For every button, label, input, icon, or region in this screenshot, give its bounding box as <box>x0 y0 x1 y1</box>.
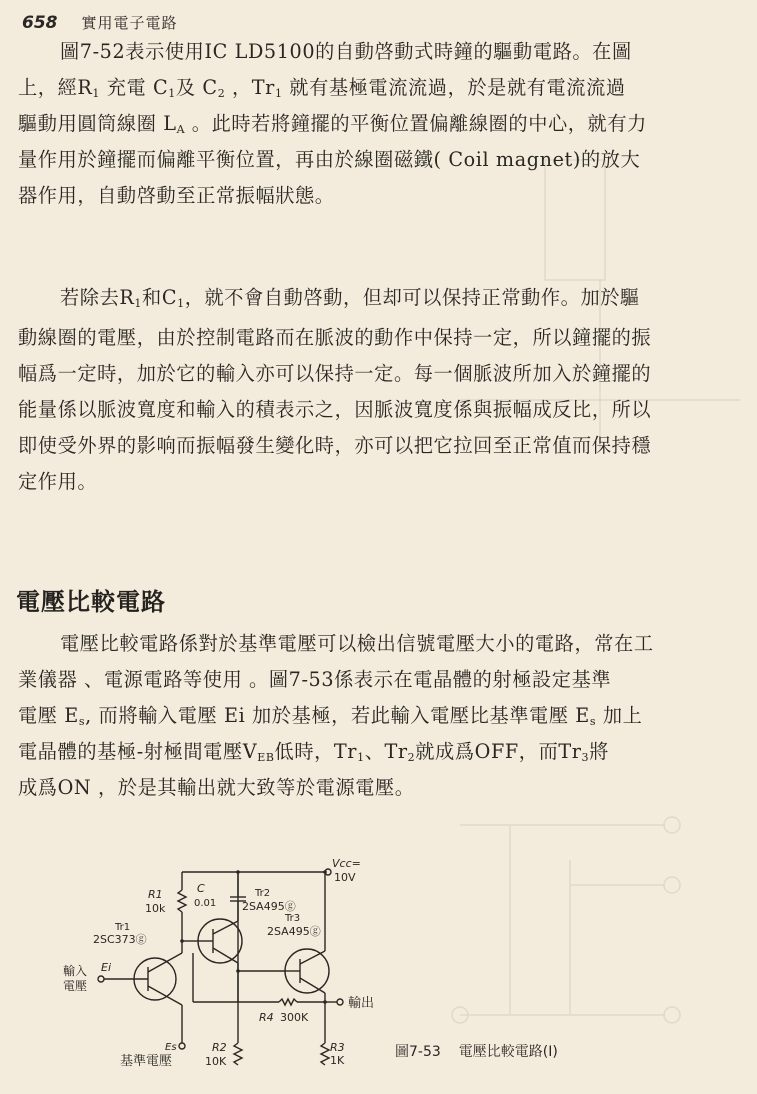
figure-title: 電壓比較電路(I) <box>458 1044 558 1060</box>
label-vcc-value: 10V <box>334 871 356 884</box>
label-c: C <box>197 882 205 895</box>
text-line: 量作用於鐘擺而偏離平衡位置，再由於線圈磁鐵( Coil magnet)的放大 <box>18 148 641 171</box>
label-r2: R2 <box>212 1041 227 1054</box>
text-line: 器作用，自動啓動至正常振幅狀態。 <box>18 184 335 207</box>
running-title: 實用電子電路 <box>81 14 178 32</box>
text-line: 圖7-52表示使用IC LD5100的自動啓動式時鐘的驅動電路。在圖 <box>60 40 632 63</box>
text-line: 能量係以脈波寬度和輸入的積表示之，因脈波寬度係與振幅成反比，所以 <box>18 398 652 421</box>
circuit-diagram <box>55 855 395 1070</box>
page-number: 658 <box>22 13 58 33</box>
text-line: 幅爲一定時，加於它的輸入亦可以保持一定。每一個脈波所加入於鐘擺的 <box>18 362 652 385</box>
label-reference: 基準電壓 <box>120 1054 173 1069</box>
text-line: 上，經$R_1$ 充電 $C_1$及 $C_2$ ，$Tr_1$ 就有基極電流流過，於是就有電流流過 <box>18 76 626 100</box>
label-tr3: Tr3 <box>285 913 301 924</box>
label-tr2: Tr2 <box>255 888 271 899</box>
label-r3-value: 1K <box>330 1054 345 1067</box>
text-line: 電晶體的基極-射極間電壓$V_{EB}$低時，$Tr_1$、$Tr_2$就成爲OFF，而$Tr_3$將 <box>18 740 609 764</box>
label-c-value: 0.01 <box>194 898 217 909</box>
label-r4-value: 300K <box>280 1011 309 1024</box>
paragraph-3 <box>18 626 740 806</box>
figure-schematic <box>55 855 395 1070</box>
label-input-1: 輸入 <box>63 964 88 978</box>
label-r1: R1 <box>148 888 163 901</box>
label-r4: R4 <box>259 1011 274 1024</box>
text-line: 定作用。 <box>18 470 98 493</box>
label-output: 輸出 <box>348 996 375 1011</box>
label-r1-value: 10k <box>145 902 166 915</box>
text-line: 電壓 $E_s$, 而將輸入電壓 Ei 加於基極，若此輸入電壓比基準電壓 $E_s$ 加上 <box>18 704 643 728</box>
bleed-through-schematic-lower <box>450 810 750 1030</box>
page-header <box>22 12 178 33</box>
text-line: 驅動用圓筒線圈 $L_A$ 。此時若將鐘擺的平衡位置偏離線圈的中心，就有力 <box>18 112 647 136</box>
label-input-2: 電壓 <box>63 979 88 993</box>
text-line: 成爲ON ，於是其輸出就大致等於電源電壓。 <box>18 776 415 799</box>
label-tr3-part: 2SA495ⓖ <box>267 925 321 938</box>
text-line: 即使受外界的影响而振幅發生變化時，亦可以把它拉回至正常值而保持穩 <box>18 434 652 457</box>
figure-caption <box>395 1041 558 1061</box>
text-line: 業儀器 、電源電路等使用 。圖7-53係表示在電晶體的射極設定基準 <box>18 668 612 691</box>
label-tr1-part: 2SC373ⓖ <box>93 933 147 946</box>
figure-number: 圖7-53 <box>395 1044 441 1060</box>
label-vcc: Vcc= <box>332 857 361 870</box>
label-tr2-part: 2SA495ⓖ <box>242 900 296 913</box>
label-es: Es <box>165 1042 177 1053</box>
text-line: 電壓比較電路係對於基準電壓可以檢出信號電壓大小的電路，常在工 <box>60 632 654 655</box>
label-r2-value: 10K <box>205 1055 227 1068</box>
paragraph-1 <box>18 34 740 214</box>
section-heading: 電壓比較電路 <box>16 588 166 616</box>
paragraph-2 <box>18 280 740 500</box>
label-r3: R3 <box>330 1041 345 1054</box>
label-tr1: Tr1 <box>115 922 131 933</box>
label-ei: Ei <box>101 961 112 974</box>
text-line: 動線圈的電壓，由於控制電路而在脈波的動作中保持一定，所以鐘擺的振 <box>18 326 652 349</box>
text-line: 若除去$R_1$和$C_1$，就不會自動啓動，但却可以保持正常動作。加於驅 <box>60 286 640 310</box>
